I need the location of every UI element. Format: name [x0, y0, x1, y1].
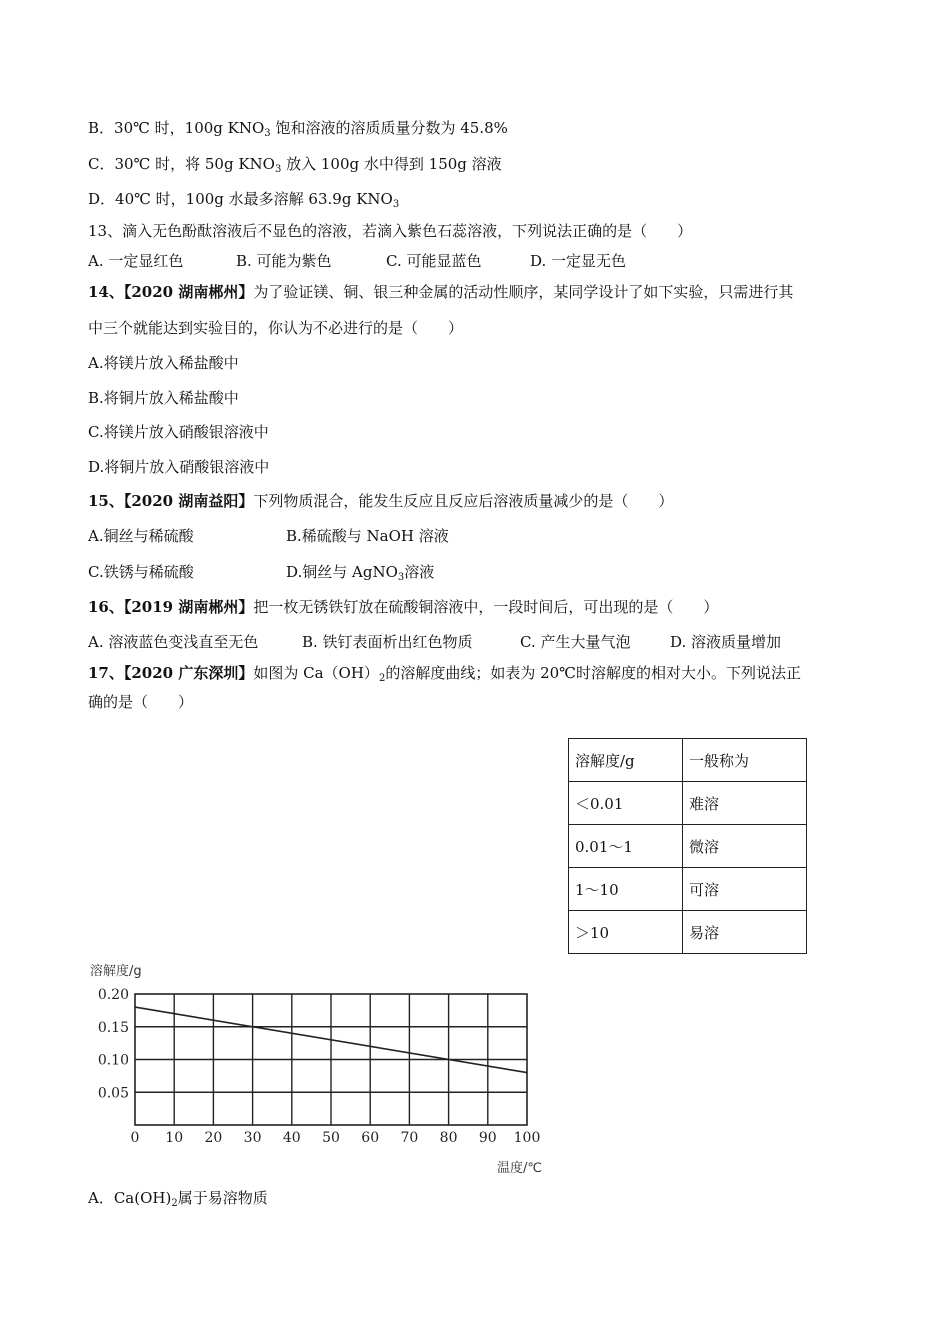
q12-option-b-text-2: 饱和溶液的溶质质量分数为 45.8% [270, 119, 508, 137]
table-cell: 易溶 [683, 911, 807, 954]
x-tick-label: 80 [439, 1130, 458, 1146]
q17-stem-text-2: 的溶解度曲线；如表为 20℃时溶解度的相对大小。下列说法正 [385, 664, 801, 682]
q15-option-b: B.稀硫酸与 NaOH 溶液 [286, 527, 449, 545]
q13-option-d: D. 一定显无色 [530, 252, 627, 270]
q12-option-c [88, 154, 502, 180]
q15-option-d-sub: 3 [397, 572, 405, 583]
q14-source-tag: 【2020 湖南郴州】 [123, 283, 254, 301]
y-axis-title: 溶解度/g [90, 964, 142, 979]
q17-option-a [88, 1188, 268, 1214]
q17-stem-text: 如图为 Ca（OH） [253, 664, 379, 682]
q16-option-c: C. 产生大量气泡 [520, 633, 631, 651]
q17-option-a-sub: 2 [171, 1198, 178, 1209]
q17-number: 17、 [88, 664, 124, 682]
q15-option-d-text: D.铜丝与 AgNO [286, 563, 398, 581]
x-tick-label: 70 [400, 1130, 419, 1146]
q15-option-d-text-2: 溶液 [404, 563, 435, 581]
q15-stem-text: 下列物质混合，能发生反应且反应后溶液质量减少的是（ ） [253, 492, 674, 510]
q14-option-a: A.将镁片放入稀盐酸中 [88, 354, 239, 372]
x-tick-label: 30 [243, 1130, 262, 1146]
q16-source-tag: 【2019 湖南郴州】 [123, 598, 254, 616]
q14-option-b: B.将铜片放入稀盐酸中 [88, 389, 239, 407]
table-cell: ＜0.01 [569, 782, 683, 825]
q17-stem-line2: 确的是（ ） [88, 693, 194, 711]
q13-option-c: C. 可能显蓝色 [386, 252, 482, 270]
q16-stem [88, 597, 718, 617]
q14-option-c: C.将镁片放入硝酸银溶液中 [88, 423, 269, 441]
q12-option-d-sub: 3 [392, 199, 400, 210]
q13-option-b: B. 可能为紫色 [236, 252, 332, 270]
y-tick-label: 0.10 [97, 1052, 129, 1069]
table-header-row [569, 739, 807, 782]
q17-option-a-text: A．Ca(OH) [88, 1189, 172, 1207]
q12-option-c-text: C．30℃ 时，将 50g KNO [88, 155, 275, 173]
table-cell: 微溶 [683, 825, 807, 868]
q16-option-d: D. 溶液质量增加 [670, 633, 782, 651]
q13-option-a: A. 一定显红色 [88, 252, 184, 270]
q16-option-b: B. 铁钉表面析出红色物质 [302, 633, 473, 651]
x-axis-title: 温度/℃ [497, 1161, 542, 1176]
table-cell: 可溶 [683, 868, 807, 911]
q17-option-a-text-2: 属于易溶物质 [177, 1189, 268, 1207]
q14-stem-line1 [88, 282, 793, 302]
q15-option-d [286, 562, 434, 588]
q16-stem-text: 把一枚无锈铁钉放在硫酸铜溶液中，一段时间后，可出现的是（ ） [253, 598, 719, 616]
table-header-cell: 一般称为 [683, 739, 807, 782]
q12-option-c-sub: 3 [274, 164, 282, 175]
table-header-cell: 溶解度/g [569, 739, 683, 782]
q14-stem-text: 为了验证镁、铜、银三种金属的活动性顺序，某同学设计了如下实验，只需进行其 [253, 283, 794, 301]
y-tick-label: 0.15 [97, 1019, 129, 1036]
solubility-curve-chart [80, 955, 560, 1180]
q12-option-b-sub: 3 [264, 128, 271, 139]
q16-number: 16、 [88, 598, 124, 616]
x-tick-label: 60 [361, 1130, 380, 1146]
x-tick-label: 90 [478, 1130, 497, 1146]
x-tick-label: 0 [130, 1130, 140, 1146]
table-row [569, 868, 807, 911]
q15-option-c: C.铁锈与稀硫酸 [88, 563, 194, 581]
q17-stem-sub: 2 [378, 673, 386, 684]
table-cell: 1～10 [569, 868, 683, 911]
q14-number: 14、 [88, 283, 124, 301]
q13-stem: 13、滴入无色酚酞溶液后不显色的溶液，若滴入紫色石蕊溶液，下列说法正确的是（ ） [88, 222, 693, 240]
q12-option-d-text: D．40℃ 时，100g 水最多溶解 63.9g KNO [88, 190, 393, 208]
solubility-table [568, 738, 807, 954]
q15-number: 15、 [88, 492, 124, 510]
q17-source-tag: 【2020 广东深圳】 [123, 664, 254, 682]
y-tick-label: 0.05 [97, 1085, 129, 1102]
y-tick-label: 0.20 [97, 987, 129, 1003]
x-tick-label: 20 [204, 1130, 223, 1146]
q12-option-b-text: B．30℃ 时，100g KNO [88, 119, 265, 137]
q15-option-a: A.铜丝与稀硫酸 [88, 527, 194, 545]
q12-option-b [88, 118, 508, 144]
q14-option-d: D.将铜片放入硝酸银溶液中 [88, 458, 270, 476]
table-row [569, 825, 807, 868]
q15-stem [88, 491, 673, 511]
x-tick-label: 100 [513, 1130, 541, 1146]
table-cell: 难溶 [683, 782, 807, 825]
q17-stem-line1 [88, 663, 801, 689]
q12-option-c-text-2: 放入 100g 水中得到 150g 溶液 [281, 155, 502, 173]
q14-stem-line2: 中三个就能达到实验目的，你认为不必进行的是（ ） [88, 319, 464, 337]
x-tick-label: 40 [282, 1130, 301, 1146]
q15-source-tag: 【2020 湖南益阳】 [123, 492, 254, 510]
x-tick-label: 10 [165, 1130, 184, 1146]
x-tick-label: 50 [322, 1130, 340, 1146]
q12-option-d [88, 189, 399, 215]
q16-option-a: A. 溶液蓝色变浅直至无色 [88, 633, 259, 651]
table-cell: ＞10 [569, 911, 683, 954]
table-cell: 0.01～1 [569, 825, 683, 868]
table-row [569, 782, 807, 825]
table-row [569, 911, 807, 954]
